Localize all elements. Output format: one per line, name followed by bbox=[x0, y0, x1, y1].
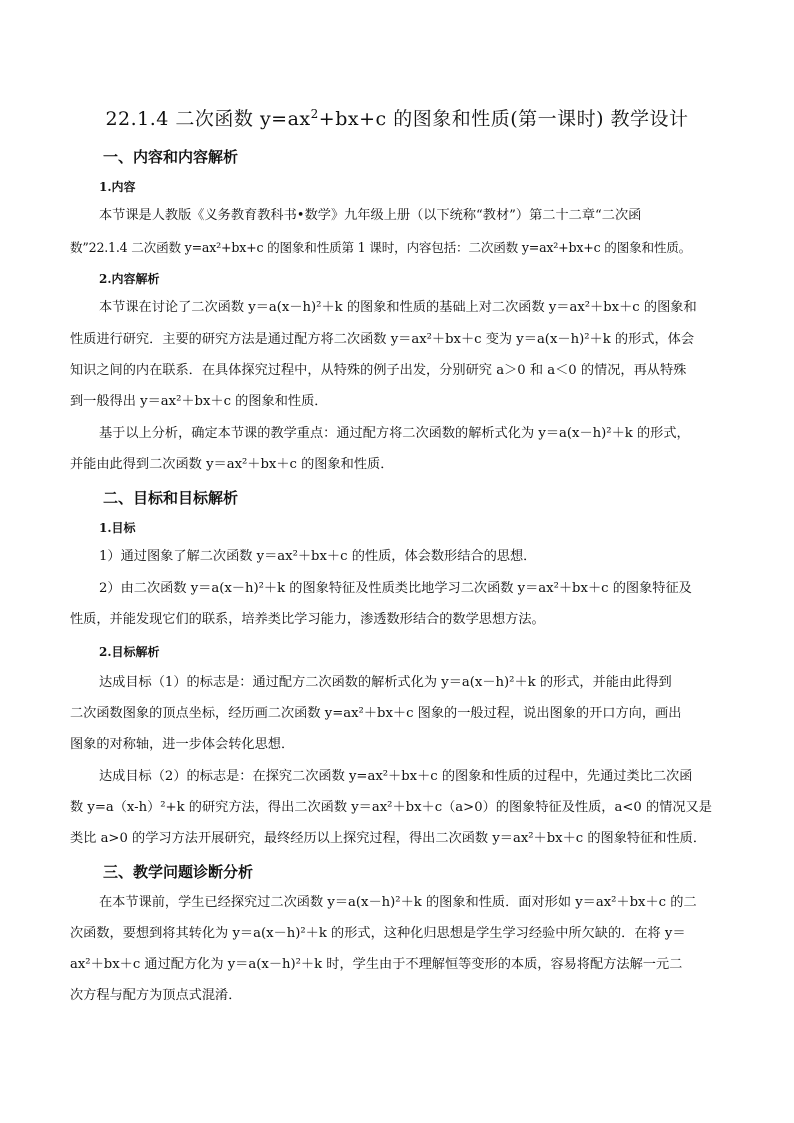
paragraph-line: 知识之间的内在联系．在具体探究过程中，从特殊的例子出发，分别研究 a＞0 和 a＜0 的情况，再从特殊 bbox=[70, 363, 687, 378]
paragraph-line: 数”22.1.4 二次函数 y=ax²+bx+c 的图象和性质第 1 课时，内容包括：二次函数 y=ax²+bx+c 的图象和性质。 bbox=[70, 240, 692, 255]
section-heading-goals: 二、目标和目标解析 bbox=[103, 489, 239, 507]
paragraph-line: 1）通过图象了解二次函数 y＝ax²＋bx＋c 的性质，体会数形结合的思想． bbox=[99, 549, 537, 564]
paragraph-line: 图象的对称轴，进一步体会转化思想． bbox=[70, 737, 295, 752]
paragraph-line: 类比 a>0 的学习方法开展研究，最终经历以上探究过程，得出二次函数 y＝ax²＋bx＋c 的图象特征和性质． bbox=[70, 831, 707, 846]
paragraph-line: 数 y=a（x-h）²+k 的研究方法，得出二次函数 y＝ax²＋bx＋c（a>0）的图象特征及性质，a<0 的情况又是 bbox=[70, 800, 712, 815]
paragraph-line: 次函数，要想到将其转化为 y＝a(x－h)²＋k 的形式，这种化归思想是学生学习经验中所欠缺的．在将 y＝ bbox=[70, 926, 686, 941]
subheading-goals: 1.目标 bbox=[99, 521, 136, 535]
paragraph-line: 性质，并能发现它们的联系，培养类比学习能力，渗透数形结合的数学思想方法。 bbox=[70, 612, 545, 627]
title-superscript: 2 bbox=[310, 107, 319, 121]
paragraph-line: 达成目标（2）的标志是：在探究二次函数 y=ax²＋bx＋c 的图象和性质的过程中，先通过类比二次函 bbox=[99, 769, 693, 784]
paragraph-line: 2）由二次函数 y＝a(x－h)²＋k 的图象特征及性质类比地学习二次函数 y＝ax²＋bx＋c 的图象特征及 bbox=[99, 581, 692, 596]
document-title bbox=[0, 104, 794, 131]
subheading-goals-analysis: 2.目标解析 bbox=[99, 645, 160, 659]
subheading-content: 1.内容 bbox=[99, 180, 136, 194]
title-text-main: 22.1.4 二次函数 y=ax bbox=[105, 108, 311, 130]
paragraph-line: 到一般得出 y＝ax²＋bx＋c 的图象和性质． bbox=[70, 394, 328, 409]
paragraph-line: 基于以上分析，确定本节课的教学重点：通过配方将二次函数的解析式化为 y＝a(x－h)²＋k 的形式， bbox=[99, 426, 690, 441]
paragraph-line: 在本节课前，学生已经探究过二次函数 y＝a(x－h)²＋k 的图象和性质．面对形如 y＝ax²＋bx＋c 的二 bbox=[99, 895, 697, 910]
paragraph-line: ax²＋bx＋c 通过配方化为 y＝a(x－h)²＋k 时，学生由于不理解恒等变形的本质，容易将配方法解一元二 bbox=[70, 957, 683, 972]
title-text-rest: +bx+c 的图象和性质(第一课时) 教学设计 bbox=[318, 108, 689, 130]
paragraph-line: 本节课是人教版《义务教育教科书•数学》九年级上册（以下统称“教材”）第二十二章“二次函 bbox=[99, 208, 642, 223]
paragraph-line: 次方程与配方为顶点式混淆． bbox=[70, 988, 242, 1003]
paragraph-line: 本节课在讨论了二次函数 y＝a(x－h)²＋k 的图象和性质的基础上对二次函数 y＝ax²＋bx＋c 的图象和 bbox=[99, 300, 697, 315]
paragraph-line: 二次函数图象的顶点坐标，经历画二次函数 y=ax²＋bx＋c 图象的一般过程，说出图象的开口方向，画出 bbox=[70, 706, 682, 721]
subheading-content-analysis: 2.内容解析 bbox=[99, 272, 160, 286]
paragraph-line: 并能由此得到二次函数 y＝ax²＋bx＋c 的图象和性质． bbox=[70, 457, 394, 472]
section-heading-diagnosis: 三、教学问题诊断分析 bbox=[103, 863, 254, 881]
paragraph-line: 达成目标（1）的标志是：通过配方二次函数的解析式化为 y＝a(x－h)²＋k 的形式，并能由此得到 bbox=[99, 675, 672, 690]
section-heading-content: 一、内容和内容解析 bbox=[103, 148, 239, 166]
paragraph-line: 性质进行研究．主要的研究方法是通过配方将二次函数 y＝ax²＋bx＋c 变为 y＝a(x－h)²＋k 的形式，体会 bbox=[70, 332, 695, 347]
